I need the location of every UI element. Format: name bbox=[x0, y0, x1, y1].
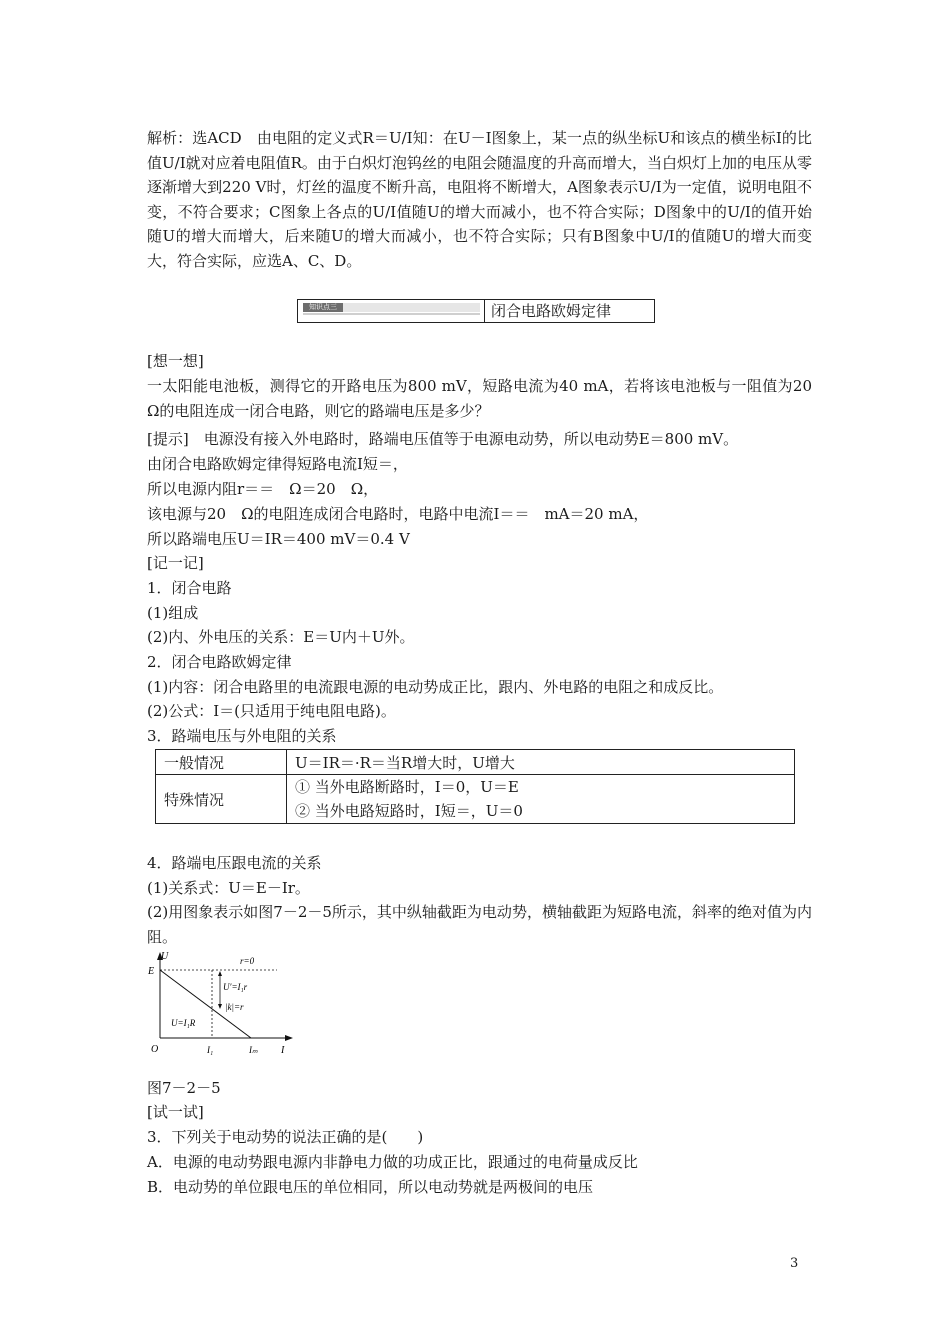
label-E: E bbox=[148, 966, 155, 977]
try-heading: [试一试] bbox=[147, 1103, 204, 1121]
uprime-arrow-head-bottom bbox=[218, 1004, 222, 1009]
banner-tag-cell bbox=[298, 300, 485, 322]
section4-heading: 4．路端电压跟电流的关系 bbox=[147, 854, 322, 872]
table-cell-value bbox=[287, 775, 795, 824]
x-axis-arrow bbox=[285, 1035, 293, 1041]
label-uprime: U′=I₁r bbox=[223, 982, 248, 992]
special-case-short: ② 当外电路短路时，I短＝，U＝0 bbox=[295, 802, 523, 820]
option-a: A．电源的电动势跟电源内非静电力做的功成正比，跟通过的电荷量成反比 bbox=[147, 1153, 638, 1171]
remember-line: 1．闭合电路 bbox=[147, 579, 232, 597]
label-u1: U=I₁R bbox=[171, 1018, 196, 1028]
table-row bbox=[156, 775, 795, 824]
remember-line: 2．闭合电路欧姆定律 bbox=[147, 653, 292, 671]
label-U: U bbox=[161, 951, 169, 962]
hint-line: 该电源与20 Ω的电阻连成闭合电路时，电路中电流I＝＝ mA＝20 mA， bbox=[147, 505, 649, 523]
label-i1: I₁ bbox=[207, 1045, 214, 1055]
section4-paragraph: (2)用图象表示如图7－2－5所示，其中纵轴截距为电动势，横轴截距为短路电流，斜率的绝对值为内阻。 bbox=[147, 903, 812, 946]
banner-tag: 知识点三 bbox=[303, 303, 343, 312]
section-banner bbox=[297, 299, 655, 323]
banner-tag-underline bbox=[303, 313, 480, 315]
hint-line: 所以路端电压U＝IR＝400 mV＝0.4 V bbox=[147, 530, 410, 548]
page-number: 3 bbox=[790, 1256, 799, 1271]
section4-line: (1)关系式：U＝E－Ir。 bbox=[147, 879, 310, 897]
table-row bbox=[156, 750, 795, 775]
think-question: 一太阳能电池板，测得它的开路电压为800 mV，短路电流为40 mA，若将该电池板与一阻值为20 Ω的电阻连成一闭合电路，则它的路端电压是多少？ bbox=[147, 377, 828, 420]
table-cell-label: 一般情况 bbox=[156, 750, 287, 775]
label-r0: r=0 bbox=[240, 956, 255, 966]
label-slope: |k|=r bbox=[225, 1002, 244, 1012]
banner-title: 闭合电路欧姆定律 bbox=[491, 302, 612, 320]
figure-caption: 图7－2－5 bbox=[147, 1079, 221, 1097]
remember-line: (1)组成 bbox=[147, 604, 199, 622]
remember-line: 3．路端电压与外电阻的关系 bbox=[147, 727, 337, 745]
banner-tag-bar bbox=[343, 303, 480, 312]
analysis-paragraph: 解析：选ACD 由电阻的定义式R＝U/I知：在U－I图象上，某一点的纵坐标U和该点的横坐标I的比值U/I就对应着电阻值R。由于白炽灯泡钨丝的电阻会随温度的升高而增大，当白炽灯上加的电压从零逐渐增大到220 V时，灯丝的温度不断升高，电阻将不断增大，A图象表示U/I为一定值，说明电阻不变，不符合要求；C图象上各点的U/I值随U的增大而减小，也不符合实际；D图象中的U/I的值开始随U的增大而增大，后来随U的增大而减小，也不符合实际；只有B图象中U/I的值随U的增大而变大，符合实际，应选A、C、D。 bbox=[147, 129, 812, 270]
remember-line: (1)内容：闭合电路里的电流跟电源的电动势成正比，跟内、外电路的电阻之和成反比。 bbox=[147, 678, 724, 696]
hint-line: 由闭合电路欧姆定律得短路电流I短＝， bbox=[147, 455, 408, 473]
hint-line: 所以电源内阻r＝＝ Ω＝20 Ω， bbox=[147, 480, 379, 498]
table-cell-value: U＝IR＝·R＝当R增大时，U增大 bbox=[287, 750, 795, 775]
label-I: I bbox=[281, 1045, 285, 1056]
label-origin: O bbox=[151, 1044, 159, 1055]
table-cell-label: 特殊情况 bbox=[156, 775, 287, 824]
remember-heading: [记一记] bbox=[147, 554, 204, 572]
remember-line: (2)内、外电压的关系：E＝U内＋U外。 bbox=[147, 628, 415, 646]
special-case-open: ① 当外电路断路时，I＝0，U＝E bbox=[295, 778, 519, 796]
label-im: Iₘ bbox=[249, 1045, 258, 1055]
hint-line: [提示] 电源没有接入外电路时，路端电压值等于电源电动势，所以电动势E＝800 mV。 bbox=[147, 430, 739, 448]
think-heading: [想一想] bbox=[147, 352, 204, 370]
voltage-resistance-table bbox=[155, 749, 795, 824]
try-question: 3．下列关于电动势的说法正确的是( ) bbox=[147, 1128, 424, 1146]
u-i-graph bbox=[145, 950, 295, 1072]
option-b: B．电动势的单位跟电压的单位相同，所以电动势就是两极间的电压 bbox=[147, 1178, 594, 1196]
uprime-arrow-head-top bbox=[218, 971, 222, 976]
remember-line: (2)公式：I＝(只适用于纯电阻电路)。 bbox=[147, 702, 396, 720]
